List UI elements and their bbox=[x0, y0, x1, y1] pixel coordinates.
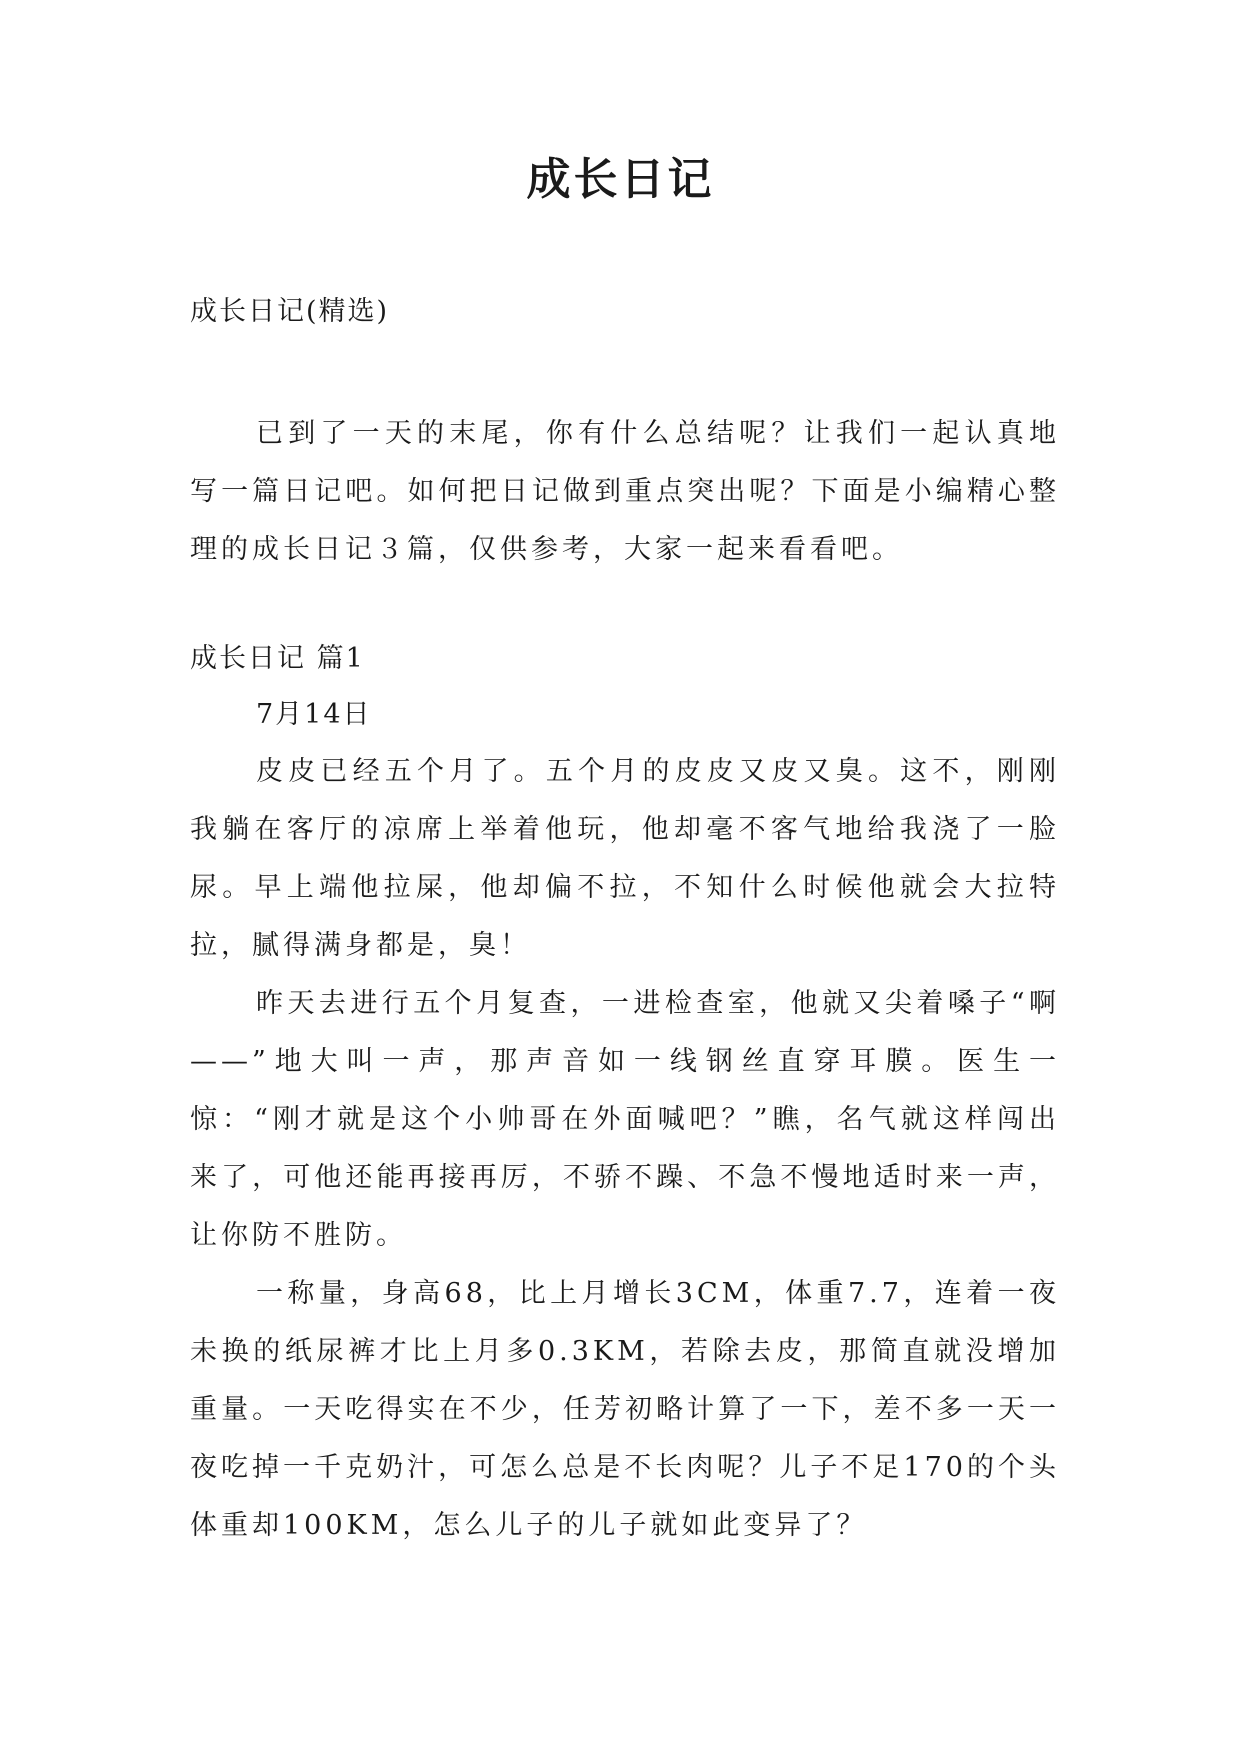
diary-date: 7月14日 bbox=[256, 699, 372, 730]
document-subtitle: 成长日记(精选) bbox=[190, 296, 390, 327]
spacer bbox=[190, 579, 1060, 631]
section-heading: 成长日记 篇1 bbox=[190, 643, 365, 674]
body-paragraph-2: 昨天去进行五个月复查，一进检查室，他就又尖着嗓子“啊——”地大叫一声，那声音如一线钢丝直穿耳膜。医生一惊：“刚才就是这个小帅哥在外面喊吧？”瞧，名气就这样闯出来了，可他还能再接再厉，不骄不躁、不急不慢地适时来一声，让你防不胜防。 bbox=[190, 988, 1060, 1251]
intro-paragraph: 已到了一天的末尾，你有什么总结呢？让我们一起认真地写一篇日记吧。如何把日记做到重点突出呢？下面是小编精心整理的成长日记３篇，仅供参考，大家一起来看看吧。 bbox=[190, 418, 1060, 565]
body-paragraph-1: 皮皮已经五个月了。五个月的皮皮又皮又臭。这不，刚刚我躺在客厅的凉席上举着他玩，他却毫不客气地给我浇了一脸尿。早上端他拉屎，他却偏不拉，不知什么时候他就会大拉特拉，腻得满身都是，臭！ bbox=[190, 756, 1060, 961]
document-body bbox=[190, 405, 1060, 1555]
body-paragraph-3: 一称量，身高68，比上月增长3CM，体重7.7，连着一夜未换的纸尿裤才比上月多0.3KM，若除去皮，那简直就没增加重量。一天吃得实在不少，任芳初略计算了一下，差不多一天一夜吃掉一千克奶汁，可怎么总是不长肉呢？儿子不足170的个头体重却100KM，怎么儿子的儿子就如此变异了？ bbox=[190, 1278, 1060, 1541]
document-title: 成长日记 bbox=[526, 154, 715, 205]
